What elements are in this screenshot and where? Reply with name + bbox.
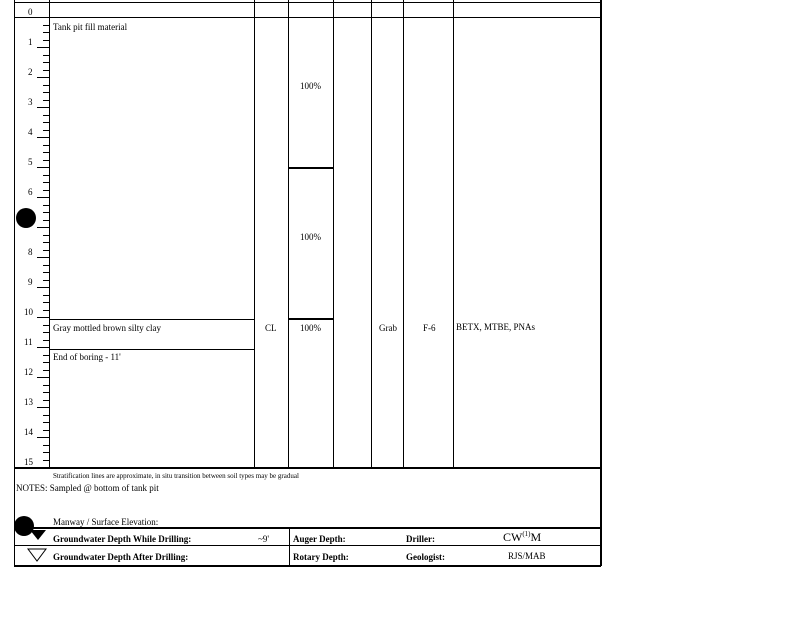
depth-tick xyxy=(37,317,49,318)
depth-tick xyxy=(43,370,49,371)
sample-id: F-6 xyxy=(423,323,436,333)
depth-tick xyxy=(43,310,49,311)
footer-mid-line xyxy=(14,545,601,546)
notes: NOTES: Sampled @ bottom of tank pit xyxy=(16,483,159,493)
driller-label: Driller: xyxy=(406,534,435,544)
footer-bottom-line xyxy=(14,565,601,567)
depth-tick xyxy=(43,25,49,26)
depth-label: 3 xyxy=(28,97,33,107)
depth-label: 14 xyxy=(24,427,33,437)
uscs-column-line xyxy=(288,0,289,468)
depth-tick xyxy=(43,235,49,236)
depth-tick xyxy=(37,227,49,228)
depth-tick xyxy=(43,355,49,356)
auger-depth-label: Auger Depth: xyxy=(293,534,346,544)
depth-tick xyxy=(37,257,49,258)
depth-tick xyxy=(43,85,49,86)
depth-tick xyxy=(43,130,49,131)
depth-tick xyxy=(37,107,49,108)
hole-punch-upper xyxy=(16,208,36,228)
depth-tick xyxy=(43,265,49,266)
depth-tick xyxy=(43,32,49,33)
sample-id-column-line xyxy=(453,0,454,468)
depth-tick xyxy=(43,295,49,296)
description-column-line xyxy=(254,0,255,468)
depth-tick xyxy=(43,452,49,453)
depth-tick xyxy=(43,362,49,363)
sample-type-column-line xyxy=(403,0,404,468)
header-row-line xyxy=(14,17,601,18)
depth-tick xyxy=(43,55,49,56)
groundwater-after-drilling-icon xyxy=(26,548,48,562)
depth-label: 8 xyxy=(28,247,33,257)
depth-label: 15 xyxy=(24,457,33,467)
manway-label: Manway / Surface Elevation: xyxy=(53,517,159,527)
depth-tick xyxy=(37,137,49,138)
depth-tick xyxy=(43,302,49,303)
depth-tick xyxy=(37,77,49,78)
geologist-value: RJS/MAB xyxy=(508,551,546,561)
depth-tick xyxy=(43,445,49,446)
depth-tick xyxy=(43,385,49,386)
depth-tick xyxy=(43,145,49,146)
uscs-code: CL xyxy=(265,323,277,333)
layer-boundary-10ft xyxy=(49,319,254,320)
depth-label: 6 xyxy=(28,187,33,197)
depth-label: 0 xyxy=(28,7,33,17)
depth-column-line xyxy=(49,17,50,468)
driller-initials: CW xyxy=(503,530,523,544)
depth-label: 13 xyxy=(24,397,33,407)
depth-label: 4 xyxy=(28,127,33,137)
frame-left xyxy=(14,0,15,566)
recovery-value-2: 100% xyxy=(300,232,321,242)
sample-type: Grab xyxy=(379,323,397,333)
depth-tick xyxy=(43,152,49,153)
depth-label: 1 xyxy=(28,37,33,47)
layer-boundary-11ft xyxy=(49,349,254,350)
depth-tick xyxy=(43,392,49,393)
depth-tick xyxy=(37,197,49,198)
depth-tick xyxy=(43,190,49,191)
depth-tick xyxy=(43,250,49,251)
geologist-label: Geologist: xyxy=(406,552,445,562)
depth-label: 5 xyxy=(28,157,33,167)
depth-tick xyxy=(43,325,49,326)
depth-tick xyxy=(43,400,49,401)
gw-while-label: Groundwater Depth While Drilling: xyxy=(53,534,192,544)
recovery-boundary-2 xyxy=(289,318,333,320)
recovery-boundary-1 xyxy=(289,167,333,169)
depth-tick xyxy=(43,280,49,281)
recovery-value-3: 100% xyxy=(300,323,321,333)
layer-description-fill: Tank pit fill material xyxy=(53,22,128,32)
depth-tick xyxy=(37,407,49,408)
depth-label: 10 xyxy=(24,307,33,317)
driller-suffix: M xyxy=(530,530,542,544)
depth-label: 11 xyxy=(24,337,33,347)
header-bottom-line xyxy=(14,2,601,3)
gw-after-label: Groundwater Depth After Drilling: xyxy=(53,552,189,562)
depth-tick xyxy=(43,92,49,93)
depth-tick xyxy=(43,415,49,416)
depth-tick xyxy=(37,167,49,168)
depth-tick xyxy=(43,100,49,101)
footer-divider xyxy=(289,527,290,566)
depth-label: 9 xyxy=(28,277,33,287)
depth-tick xyxy=(43,205,49,206)
recovery-value-1: 100% xyxy=(300,81,321,91)
depth-tick xyxy=(43,242,49,243)
driller-value xyxy=(503,530,541,545)
depth-tick xyxy=(43,182,49,183)
depth-tick xyxy=(43,272,49,273)
depth-tick xyxy=(37,347,49,348)
driller-superscript: (1) xyxy=(522,530,531,538)
depth-tick xyxy=(43,115,49,116)
layer-description-clay: Gray mottled brown silty clay xyxy=(53,323,161,333)
depth-tick xyxy=(43,430,49,431)
depth-tick xyxy=(37,287,49,288)
recovery-column-line xyxy=(333,0,334,468)
depth-tick xyxy=(43,220,49,221)
depth-label: 2 xyxy=(28,67,33,77)
depth-tick xyxy=(43,160,49,161)
frame-right xyxy=(600,0,602,566)
depth-tick xyxy=(43,62,49,63)
depth-tick xyxy=(37,437,49,438)
depth-tick xyxy=(43,40,49,41)
depth-tick xyxy=(43,212,49,213)
depth-tick xyxy=(43,70,49,71)
layer-description-end: End of boring - 11' xyxy=(53,352,121,362)
table-bottom-line xyxy=(14,467,601,469)
depth-tick xyxy=(43,340,49,341)
col5-line xyxy=(371,0,372,468)
depth-tick xyxy=(43,122,49,123)
depth-tick xyxy=(43,422,49,423)
gw-while-value: ~9' xyxy=(258,534,269,544)
depth-tick xyxy=(43,460,49,461)
depth-tick xyxy=(37,377,49,378)
depth-tick xyxy=(37,467,49,468)
header-divider xyxy=(49,0,50,17)
rotary-depth-label: Rotary Depth: xyxy=(293,552,349,562)
analysis-list: BETX, MTBE, PNAs xyxy=(456,322,536,332)
depth-tick xyxy=(37,47,49,48)
stratification-note: Stratification lines are approximate, in situ transition between soil types may be gradual xyxy=(53,472,299,480)
depth-tick xyxy=(37,17,49,18)
depth-label: 12 xyxy=(24,367,33,377)
depth-tick xyxy=(43,332,49,333)
groundwater-while-drilling-icon xyxy=(28,529,48,541)
footer-top-line xyxy=(14,527,601,529)
depth-tick xyxy=(43,175,49,176)
